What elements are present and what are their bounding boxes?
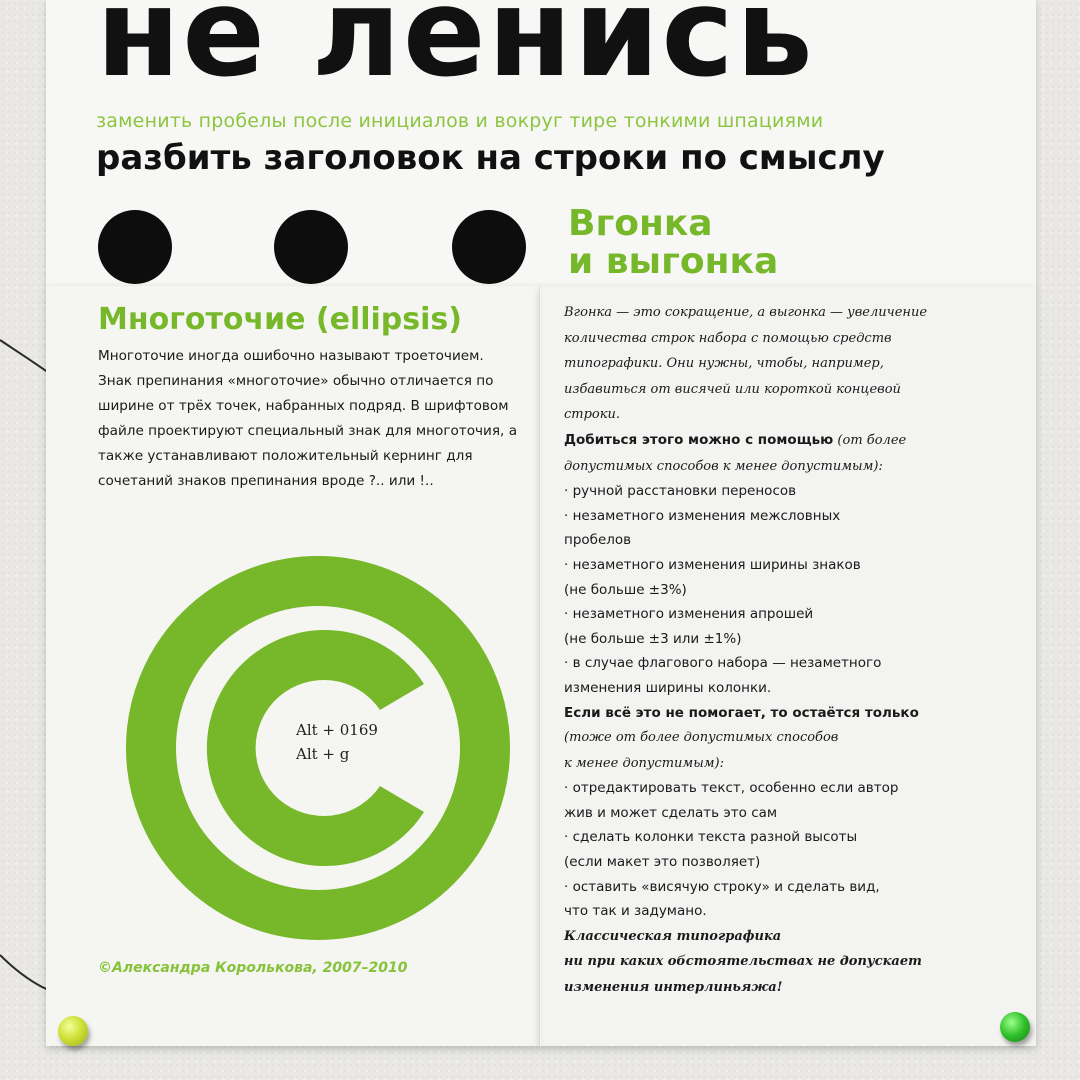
text-line bbox=[564, 801, 1024, 826]
text-line-main: Добиться этого можно с помощью bbox=[564, 431, 834, 448]
text-line-main: Классическая типографика bbox=[564, 928, 782, 944]
text-line bbox=[564, 850, 1024, 875]
text-line bbox=[564, 553, 1024, 578]
black-dot bbox=[98, 210, 172, 284]
text-line-main: к менее допустимым): bbox=[564, 755, 725, 771]
text-line bbox=[564, 676, 1024, 701]
poster-black-subtitle: разбить заголовок на строки по смыслу bbox=[96, 138, 885, 178]
text-line bbox=[564, 651, 1024, 676]
text-line-main: ни при каких обстоятельствах не допускает bbox=[564, 954, 922, 970]
text-line-main: (не больше ±3 или ±1%) bbox=[564, 630, 742, 647]
ellipsis-text bbox=[98, 344, 538, 494]
yellow-pushpin bbox=[58, 1016, 88, 1046]
page-left bbox=[46, 286, 540, 1046]
text-line-main: · отредактировать текст, особенно если автор bbox=[564, 780, 899, 797]
text-line bbox=[564, 825, 1024, 850]
text-line bbox=[564, 326, 1024, 352]
text-line-main: (не больше ±3%) bbox=[564, 581, 687, 598]
section-heading-vgonka bbox=[568, 205, 1028, 281]
text-line bbox=[564, 377, 1024, 403]
vgonka-text bbox=[564, 300, 1024, 1001]
text-line bbox=[564, 701, 1024, 726]
text-line-main: типографики. Они нужны, чтобы, например, bbox=[564, 356, 884, 372]
text-line-main: жив и может сделать это сам bbox=[564, 804, 778, 821]
text-line bbox=[564, 751, 1024, 777]
text-line bbox=[564, 875, 1024, 900]
text-line-main: избавиться от висячей или короткой концевой bbox=[564, 381, 901, 397]
text-line bbox=[564, 949, 1024, 975]
page-fold bbox=[539, 286, 542, 1046]
text-line-main: количества строк набора с помощью средств bbox=[564, 330, 892, 346]
text-line bbox=[564, 602, 1024, 627]
text-line bbox=[564, 528, 1024, 553]
text-line bbox=[564, 479, 1024, 504]
text-line-main: (если макет это позволяет) bbox=[564, 854, 761, 871]
text-line-main: изменения интерлиньяжа! bbox=[564, 980, 783, 996]
text-line-main: · в случае флагового набора — незаметного bbox=[564, 655, 882, 672]
alt-code-line: Alt + g bbox=[296, 745, 350, 763]
text-line-main: Вгонка — это сокращение, а выгонка — увеличение bbox=[564, 305, 928, 320]
green-pushpin bbox=[1000, 1012, 1030, 1042]
text-line bbox=[564, 975, 1024, 1001]
text-line bbox=[564, 504, 1024, 529]
text-line-main: · оставить «висячую строку» и сделать вид, bbox=[564, 878, 880, 895]
black-dot bbox=[274, 210, 348, 284]
text-line bbox=[564, 428, 1024, 454]
text-line bbox=[564, 776, 1024, 801]
text-line bbox=[564, 578, 1024, 603]
text-line-main: Если всё это не помогает, то остаётся только bbox=[564, 704, 919, 721]
text-line-main: изменения ширины колонки. bbox=[564, 679, 772, 696]
text-line bbox=[564, 627, 1024, 652]
text-line bbox=[564, 725, 1024, 751]
text-line-tail: (от более bbox=[833, 432, 907, 448]
text-line bbox=[564, 402, 1024, 428]
text-line bbox=[564, 300, 1024, 326]
text-line-main: · незаметного изменения межсловных bbox=[564, 507, 841, 524]
ellipsis-paragraph: Знак препинания «многоточие» обычно отличается по ширине от трёх точек, набранных подряд. В шрифтовом файле проектируют специальный знак для многоточия, а также устанавливают положительный кернинг для сочетаний знаков препинания вроде ?.. или !.. bbox=[98, 373, 518, 489]
poster-title: не ленись bbox=[96, 0, 815, 104]
text-line bbox=[564, 899, 1024, 924]
text-line-main: допустимых способов к менее допустимым): bbox=[564, 458, 883, 474]
section-heading-line: и выгонка bbox=[568, 241, 779, 282]
page-right bbox=[540, 286, 1036, 1046]
text-line-main: · сделать колонки текста разной высоты bbox=[564, 829, 858, 846]
text-line-main: · незаметного изменения ширины знаков bbox=[564, 556, 861, 573]
text-line-main: что так и задумано. bbox=[564, 903, 707, 920]
text-line-main: строки. bbox=[564, 407, 621, 423]
text-line-main: пробелов bbox=[564, 532, 632, 549]
text-line bbox=[564, 924, 1024, 950]
text-line bbox=[564, 351, 1024, 377]
section-heading-line: Вгонка bbox=[568, 203, 713, 244]
text-line-main: · ручной расстановки переносов bbox=[564, 483, 797, 500]
alt-codes bbox=[296, 718, 378, 766]
poster-green-subtitle: заменить пробелы после инициалов и вокруг тире тонкими шпациями bbox=[96, 110, 824, 132]
poster-top bbox=[46, 0, 1036, 288]
text-line-main: (тоже от более допустимых способов bbox=[564, 730, 839, 746]
alt-code-line: Alt + 0169 bbox=[296, 721, 378, 739]
text-line bbox=[564, 454, 1024, 480]
ellipsis-title: Многоточие (ellipsis) bbox=[98, 302, 462, 337]
author-credit: ©Александра Королькова, 2007–2010 bbox=[98, 960, 408, 976]
ellipsis-paragraph: Многоточие иногда ошибочно называют троеточием. bbox=[98, 348, 484, 364]
black-dot bbox=[452, 210, 526, 284]
text-line-main: · незаметного изменения апрошей bbox=[564, 606, 814, 623]
